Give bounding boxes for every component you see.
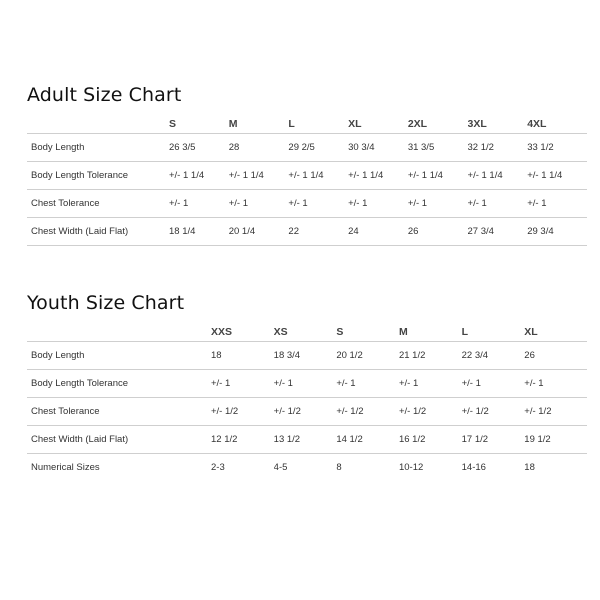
table-cell: +/- 1 1/4	[527, 162, 587, 190]
table-cell: +/- 1/2	[336, 398, 399, 426]
table-cell: 22	[288, 218, 348, 246]
youth-size-header: XXS	[211, 326, 233, 338]
adult-size-chart	[27, 82, 587, 246]
table-row	[27, 370, 587, 398]
table-cell: +/- 1	[348, 190, 408, 218]
table-cell: 29 2/5	[288, 134, 348, 162]
youth-chart-title: Youth Size Chart	[27, 292, 185, 314]
row-label: Body Length	[27, 342, 211, 370]
table-cell: 29 3/4	[527, 218, 587, 246]
row-label: Body Length	[27, 134, 169, 162]
row-label: Chest Width (Laid Flat)	[27, 426, 211, 454]
row-label: Chest Tolerance	[27, 190, 169, 218]
table-row	[27, 454, 587, 482]
youth-size-chart	[27, 290, 587, 481]
row-label: Numerical Sizes	[27, 454, 211, 482]
table-cell: +/- 1 1/4	[348, 162, 408, 190]
table-cell: +/- 1 1/4	[408, 162, 468, 190]
table-cell: 14-16	[462, 454, 525, 482]
table-cell: +/- 1/2	[211, 398, 274, 426]
table-cell: 28	[229, 134, 289, 162]
table-cell: 26 3/5	[169, 134, 229, 162]
table-cell: 21 1/2	[399, 342, 462, 370]
row-label: Chest Width (Laid Flat)	[27, 218, 169, 246]
table-cell: 12 1/2	[211, 426, 274, 454]
table-cell: 20 1/2	[336, 342, 399, 370]
table-cell: 26	[524, 342, 587, 370]
table-cell: +/- 1	[211, 370, 274, 398]
adult-chart-title: Adult Size Chart	[27, 84, 182, 106]
table-cell: 2-3	[211, 454, 274, 482]
table-cell: +/- 1 1/4	[169, 162, 229, 190]
table-cell: +/- 1	[524, 370, 587, 398]
table-cell: +/- 1	[527, 190, 587, 218]
table-cell: +/- 1 1/4	[468, 162, 528, 190]
adult-size-table	[27, 108, 587, 246]
table-cell: 17 1/2	[462, 426, 525, 454]
adult-size-header: 3XL	[467, 118, 487, 130]
adult-header-blank	[27, 108, 169, 134]
row-label: Chest Tolerance	[27, 398, 211, 426]
adult-size-header: S	[169, 118, 177, 130]
table-cell: +/- 1	[462, 370, 525, 398]
table-row	[27, 426, 587, 454]
table-cell: 4-5	[274, 454, 337, 482]
table-row	[27, 134, 587, 162]
row-label: Body Length Tolerance	[27, 370, 211, 398]
table-cell: 30 3/4	[348, 134, 408, 162]
table-row	[27, 398, 587, 426]
table-cell: +/- 1/2	[274, 398, 337, 426]
table-cell: 18 3/4	[274, 342, 337, 370]
table-cell: +/- 1	[288, 190, 348, 218]
table-cell: +/- 1	[274, 370, 337, 398]
youth-header-blank	[27, 316, 211, 342]
table-cell: +/- 1/2	[524, 398, 587, 426]
row-label: Body Length Tolerance	[27, 162, 169, 190]
table-cell: 22 3/4	[462, 342, 525, 370]
table-row	[27, 342, 587, 370]
table-row	[27, 218, 587, 246]
table-cell: 8	[336, 454, 399, 482]
adult-size-header: XL	[348, 118, 362, 130]
table-cell: 18 1/4	[169, 218, 229, 246]
table-row	[27, 162, 587, 190]
youth-header-row	[27, 316, 587, 342]
table-cell: 13 1/2	[274, 426, 337, 454]
adult-header-row	[27, 108, 587, 134]
adult-size-header: M	[228, 118, 238, 130]
table-cell: 19 1/2	[524, 426, 587, 454]
table-cell: 16 1/2	[399, 426, 462, 454]
youth-size-header: L	[461, 326, 469, 338]
adult-size-header: 4XL	[527, 118, 547, 130]
table-cell: +/- 1	[169, 190, 229, 218]
table-cell: +/- 1	[229, 190, 289, 218]
table-cell: 14 1/2	[336, 426, 399, 454]
table-cell: +/- 1	[468, 190, 528, 218]
table-cell: 32 1/2	[468, 134, 528, 162]
adult-size-header: L	[288, 118, 295, 130]
table-cell: +/- 1 1/4	[229, 162, 289, 190]
table-cell: 18	[524, 454, 587, 482]
youth-size-header: XL	[524, 326, 538, 338]
youth-size-header: XS	[273, 326, 288, 338]
table-cell: 31 3/5	[408, 134, 468, 162]
table-cell: 20 1/4	[229, 218, 289, 246]
table-cell: +/- 1/2	[462, 398, 525, 426]
youth-size-table	[27, 316, 587, 481]
table-cell: 27 3/4	[468, 218, 528, 246]
table-cell: +/- 1	[408, 190, 468, 218]
table-cell: 33 1/2	[527, 134, 587, 162]
table-row	[27, 190, 587, 218]
table-cell: +/- 1	[399, 370, 462, 398]
adult-size-header: 2XL	[407, 118, 428, 130]
table-cell: 24	[348, 218, 408, 246]
table-cell: +/- 1	[336, 370, 399, 398]
table-cell: 26	[408, 218, 468, 246]
youth-size-header: S	[336, 326, 344, 338]
table-cell: 18	[211, 342, 274, 370]
table-cell: 10-12	[399, 454, 462, 482]
youth-size-header: M	[398, 326, 408, 338]
table-cell: +/- 1/2	[399, 398, 462, 426]
table-cell: +/- 1 1/4	[288, 162, 348, 190]
